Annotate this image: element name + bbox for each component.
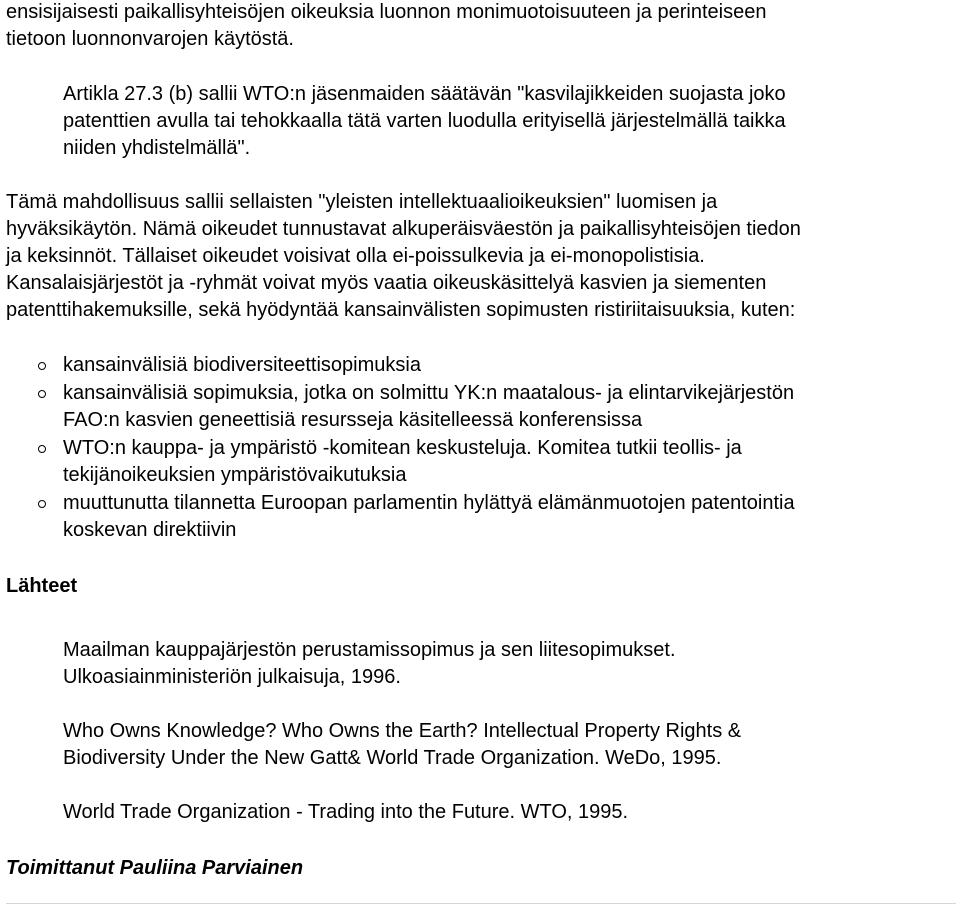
- list-item-line: kansainvälisiä sopimuksia, jotka on solmittu YK:n maatalous- ja elintarvikejärjestön: [63, 382, 795, 404]
- reference-line: Ulkoasiainministeriön julkaisuja, 1996.: [63, 666, 401, 688]
- document-body: [6, 0, 956, 882]
- sources-heading: Lähteet: [6, 575, 78, 597]
- bullet-list: [6, 352, 956, 544]
- list-item-line: muuttunutta tilannetta Euroopan parlamentin hylättyä elämänmuotojen patentointia: [63, 492, 795, 514]
- reference-line: World Trade Organization - Trading into the Future. WTO, 1995.: [63, 801, 629, 823]
- bottom-divider: [6, 903, 956, 904]
- list-item: [6, 435, 956, 489]
- bullet-circle-icon: [38, 445, 46, 453]
- bullet-circle-icon: [38, 500, 46, 508]
- paragraph-line: Kansalaisjärjestöt ja -ryhmät voivat myös vaatia oikeuskäsittelyä kasvien ja siementen: [6, 272, 767, 294]
- list-item: [6, 490, 956, 544]
- reference-item: [6, 718, 956, 772]
- intro-line: tietoon luonnonvarojen käytöstä.: [6, 28, 294, 50]
- paragraph-line: ja keksinnöt. Tällaiset oikeudet voisivat olla ei-poissulkevia ja ei-monopolistisia.: [6, 245, 705, 267]
- reference-item: [6, 637, 956, 691]
- article-paragraph: [6, 81, 956, 162]
- paragraph-line: Tämä mahdollisuus sallii sellaisten "yleisten intellektuaalioikeuksien" luomisen ja: [6, 191, 718, 213]
- bullet-circle-icon: [38, 362, 46, 370]
- main-paragraph: [6, 189, 956, 324]
- reference-line: Maailman kauppajärjestön perustamissopimus ja sen liitesopimukset.: [63, 639, 676, 661]
- list-item-line: tekijänoikeuksien ympäristövaikutuksia: [63, 464, 407, 486]
- paragraph-line: hyväksikäytön. Nämä oikeudet tunnustavat alkuperäisväestön ja paikallisyhteisöjen tiedon: [6, 218, 801, 240]
- intro-line: ensisijaisesti paikallisyhteisöjen oikeuksia luonnon monimuotoisuuteen ja perinteiseen: [6, 1, 767, 23]
- list-item: [6, 352, 956, 379]
- editor-credit: Toimittanut Pauliina Parviainen: [6, 857, 304, 879]
- list-item-line: FAO:n kasvien geneettisiä resursseja käsitelleessä konferensissa: [63, 409, 643, 431]
- reference-list: [6, 637, 956, 826]
- article-line: niiden yhdistelmällä".: [63, 137, 251, 159]
- paragraph-line: patenttihakemuksille, sekä hyödyntää kansainvälisten sopimusten ristiriitaisuuksia, kuten:: [6, 299, 796, 321]
- list-item-line: WTO:n kauppa- ja ympäristö -komitean keskusteluja. Komitea tutkii teollis- ja: [63, 437, 742, 459]
- reference-item: [6, 799, 956, 826]
- article-line: patenttien avulla tai tehokkaalla tätä varten luodulla erityisellä järjestelmällä taikka: [63, 110, 786, 132]
- list-item-line: koskevan direktiivin: [63, 519, 237, 541]
- intro-paragraph: [6, 0, 956, 53]
- list-item: [6, 380, 956, 434]
- reference-line: Who Owns Knowledge? Who Owns the Earth? Intellectual Property Rights &: [63, 720, 742, 742]
- bullet-circle-icon: [38, 390, 46, 398]
- list-item-line: kansainvälisiä biodiversiteettisopimuksia: [63, 354, 421, 376]
- reference-line: Biodiversity Under the New Gatt& World Trade Organization. WeDo, 1995.: [63, 747, 722, 769]
- article-line: Artikla 27.3 (b) sallii WTO:n jäsenmaiden säätävän "kasvilajikkeiden suojasta joko: [63, 83, 786, 105]
